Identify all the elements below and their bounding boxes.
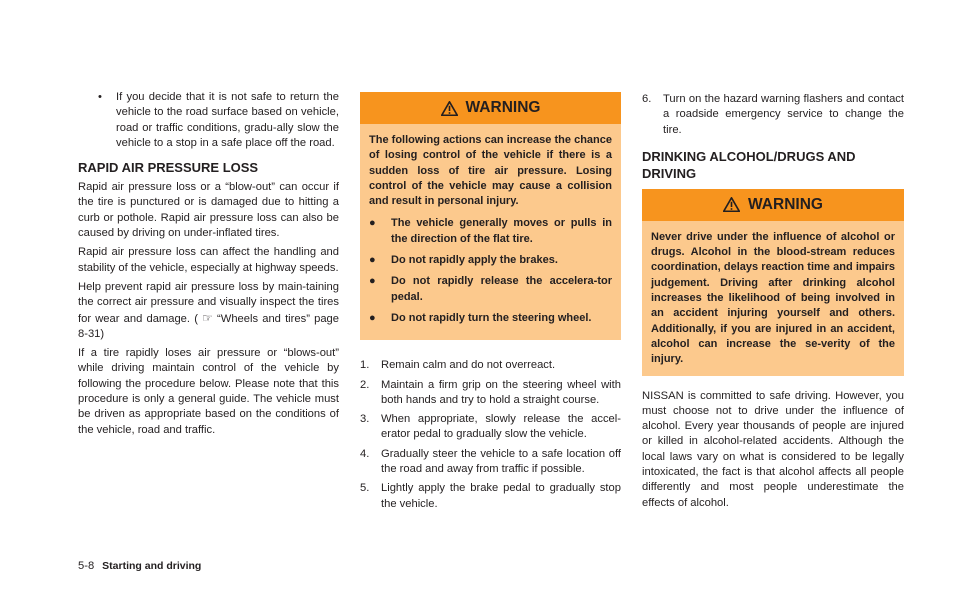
warning-list bbox=[369, 216, 612, 326]
pointing-hand-icon: ☞ bbox=[202, 310, 213, 325]
warning-item-text: The vehicle generally moves or pulls in the direction of the flat tire. bbox=[391, 217, 612, 245]
step-text: Remain calm and do not overreact. bbox=[381, 359, 556, 372]
paragraph: Rapid air pressure loss or a “blow-out” can occur if the tire is punctured or is damaged due to hitting a curb or pothole. Rapid air pressure loss can also be caused by driving on under-inflated tires. bbox=[78, 181, 339, 240]
bullet-mark: ● bbox=[369, 311, 376, 324]
page-footer bbox=[78, 560, 201, 572]
step-text: Gradually steer the vehicle to a safe location off the road and away from traffic if possible. bbox=[381, 447, 621, 476]
paragraph: NISSAN is committed to safe driving. However, you must choose not to drive under the influence of alcohol. Every year thousands of people are injured or killed in alcohol-related accidents. Although the local laws vary on what is considered to be legally intoxicated, the fact is that alcohol affects all people differently and most people underestimate the effects of alcohol. bbox=[642, 389, 904, 509]
paragraph-text: Help prevent rapid air pressure loss by main-taining the correct air pressure and visually inspect the tires for wear and damage. bbox=[78, 280, 339, 325]
page-number: 5-8 bbox=[78, 560, 95, 572]
reference-open: ( bbox=[194, 312, 198, 325]
paragraph-with-reference bbox=[78, 280, 339, 342]
step-number: 4. bbox=[360, 447, 370, 460]
warning-header bbox=[642, 189, 904, 221]
column-left bbox=[78, 88, 339, 442]
step-number: 1. bbox=[360, 359, 370, 372]
warning-list-item bbox=[369, 216, 612, 247]
column-middle bbox=[360, 92, 621, 516]
bullet-mark: ● bbox=[369, 217, 376, 230]
step-number: 5. bbox=[360, 482, 370, 495]
procedure-steps bbox=[360, 358, 621, 512]
procedure-step bbox=[360, 412, 621, 443]
paragraph: If a tire rapidly loses air pressure or “blows-out” while driving maintain control of the vehicle by following the procedure below. Please note that this procedure is only a general guide. The vehicle must be driven as appropriate based on the conditions of the vehicle, road and traffic. bbox=[78, 347, 339, 436]
procedure-step bbox=[360, 447, 621, 478]
column-right bbox=[642, 92, 904, 515]
warning-triangle-icon bbox=[441, 101, 458, 116]
warning-title: WARNING bbox=[748, 195, 823, 213]
intro-bullet bbox=[98, 90, 339, 151]
procedure-step bbox=[642, 92, 904, 138]
step-text: Maintain a firm grip on the steering wheel with both hands and try to hold a straight course. bbox=[381, 378, 621, 406]
warning-list-item bbox=[369, 311, 612, 326]
warning-triangle-icon bbox=[723, 197, 740, 212]
step-number: 6. bbox=[642, 93, 652, 105]
warning-list-item bbox=[369, 253, 612, 268]
paragraph: Rapid air pressure loss can affect the handling and stability of the vehicle, especially at highway speeds. bbox=[78, 246, 339, 274]
step-number: 2. bbox=[360, 378, 370, 391]
warning-item-text: Do not rapidly turn the steering wheel. bbox=[391, 311, 592, 324]
warning-box-tire bbox=[360, 92, 621, 340]
warning-body bbox=[642, 221, 904, 376]
step-text: When appropriate, slowly release the accel-erator pedal to gradually slow the vehicle. bbox=[381, 413, 621, 441]
warning-title: WARNING bbox=[465, 99, 541, 116]
warning-list-item bbox=[369, 274, 612, 305]
warning-item-text: Do not rapidly apply the brakes. bbox=[391, 254, 558, 267]
warning-text: The following actions can increase the chance of losing control of the vehicle if there is a sudden loss of tire air pressure. Losing control of the vehicle may cause a collision and result in personal injury. bbox=[369, 134, 612, 208]
warning-text: Never drive under the influence of alcohol or drugs. Alcohol in the blood-stream reduces coordination, delays reaction time and impairs judgement. Driving after drinking alcohol increases the likelihood of being involved in an accident injuring yourself and others. Additionally, if you are injured in an accident, alcohol can increase the se-verity of the injury. bbox=[651, 230, 895, 366]
intro-bullet-text: If you decide that it is not safe to return the vehicle to the road surface based on vehicle, road or traffic conditions, gradu-ally slow the vehicle to a stop in a safe place off the road. bbox=[116, 91, 339, 149]
warning-item-text: Do not rapidly release the accelera-tor pedal. bbox=[391, 275, 612, 303]
procedure-step bbox=[360, 358, 621, 373]
warning-header bbox=[360, 92, 621, 124]
procedure-step bbox=[360, 481, 621, 512]
section-heading-rapid-air-pressure-loss: RAPID AIR PRESSURE LOSS bbox=[78, 160, 259, 176]
step-number: 3. bbox=[360, 413, 370, 426]
procedure-step bbox=[360, 378, 621, 409]
warning-box-alcohol bbox=[642, 189, 904, 376]
step-text: Turn on the hazard warning flashers and contact a roadside emergency service to change the tire. bbox=[663, 93, 904, 136]
bullet-mark: ● bbox=[369, 254, 376, 267]
page-reference-link[interactable]: “Wheels and tires” page 8-31) bbox=[78, 312, 339, 340]
section-heading-drinking: DRINKING ALCOHOL/DRUGS AND DRIVING bbox=[642, 148, 856, 181]
bullet-mark: ● bbox=[369, 275, 376, 288]
step-text: Lightly apply the brake pedal to gradually stop the vehicle. bbox=[381, 482, 621, 510]
bullet-mark: • bbox=[98, 91, 102, 103]
section-name: Starting and driving bbox=[102, 560, 202, 572]
warning-body bbox=[360, 124, 621, 340]
